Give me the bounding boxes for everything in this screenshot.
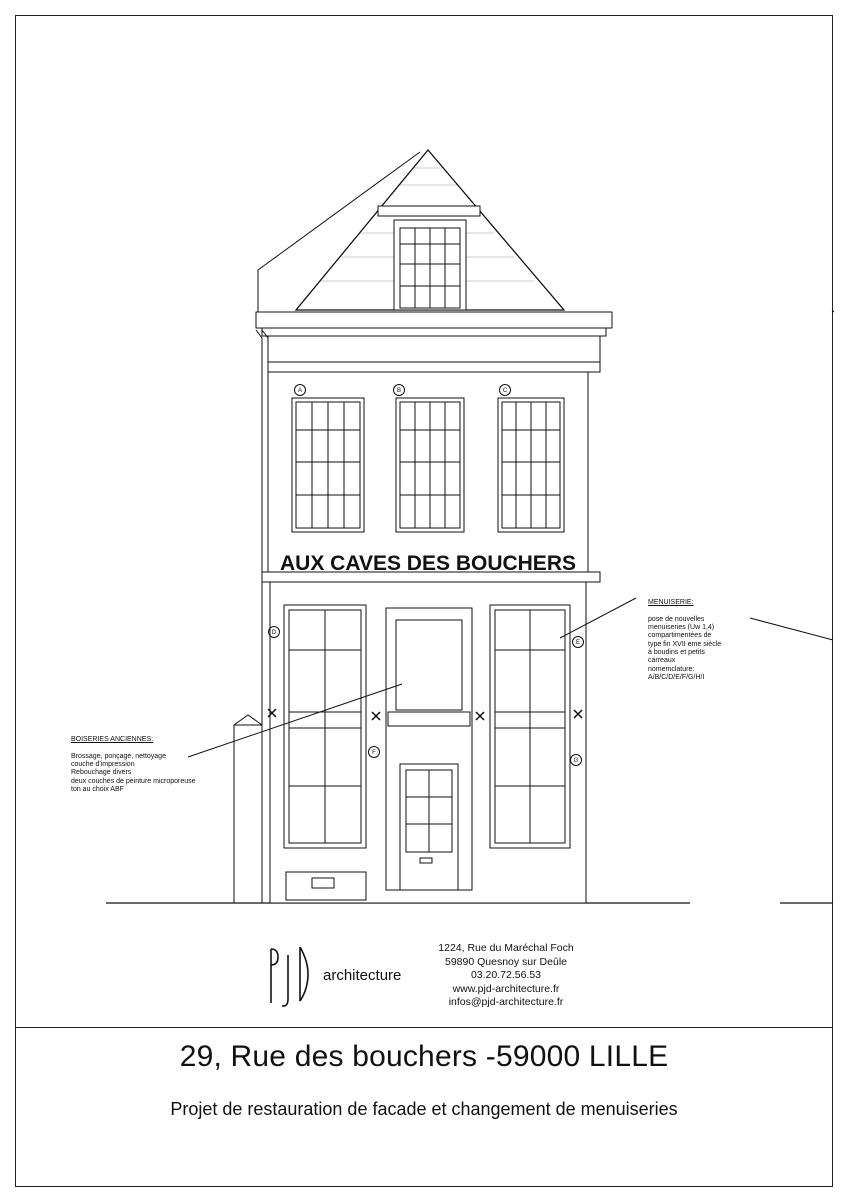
door-bay	[386, 608, 472, 890]
boiseries-note-body: Brossage, ponçage, nettoyage couche d'impression Rebouchage divers deux couches de peinture microporeuse ton au choix ABF	[71, 752, 196, 794]
menuiserie-note	[648, 591, 721, 691]
right-neighbor-mark	[832, 310, 834, 312]
neighbor-lower-wall	[234, 715, 262, 903]
contact-street: 1224, Rue du Maréchal Foch	[438, 942, 574, 954]
contact-website: www.pjd-architecture.fr	[452, 982, 560, 995]
svg-text:F: F	[372, 750, 376, 757]
sign-text: AUX CAVES DES BOUCHERS	[280, 552, 576, 575]
contact-block	[408, 942, 604, 1010]
contact-email: infos@pjd-architecture.fr	[448, 996, 564, 1009]
svg-text:D: D	[271, 630, 277, 637]
window-b	[396, 398, 464, 532]
menuiserie-note-body: pose de nouvelles menuiseries (Uw 1,4) compartimentées de type fin XVII eme siècle à boudins et petits carreaux nomemclature: A/B/C/D/E/F/G/H/I	[648, 615, 722, 681]
upper-windows	[292, 398, 564, 532]
svg-text:C: C	[502, 388, 508, 395]
svg-text:G: G	[573, 758, 579, 765]
boiseries-note	[71, 728, 196, 803]
contact-city: 59890 Quesnoy sur Deûle	[445, 955, 567, 968]
project-title: Projet de restauration de facade et changement de menuiseries	[170, 1099, 678, 1119]
downpipe	[256, 330, 268, 903]
brand-name: architecture	[323, 967, 402, 984]
address-title: 29, Rue des bouchers -59000 LILLE	[179, 1040, 669, 1073]
main-cornice	[256, 312, 612, 328]
svg-text:B: B	[396, 388, 402, 395]
window-a	[292, 398, 364, 532]
window-e	[490, 605, 570, 848]
dormer-cornice	[378, 206, 480, 216]
window-d	[284, 605, 366, 848]
boiseries-note-title: BOISERIES ANCIENNES:	[71, 736, 154, 744]
menuiserie-note-title: MENUISERIE:	[648, 599, 694, 607]
pjd-logo-icon	[267, 941, 309, 1009]
svg-text:A: A	[297, 388, 303, 395]
window-c	[498, 398, 564, 532]
contact-phone: 03.20.72.56.53	[470, 969, 542, 982]
menuiserie-leader-2	[750, 618, 833, 640]
svg-text:E: E	[575, 640, 581, 647]
